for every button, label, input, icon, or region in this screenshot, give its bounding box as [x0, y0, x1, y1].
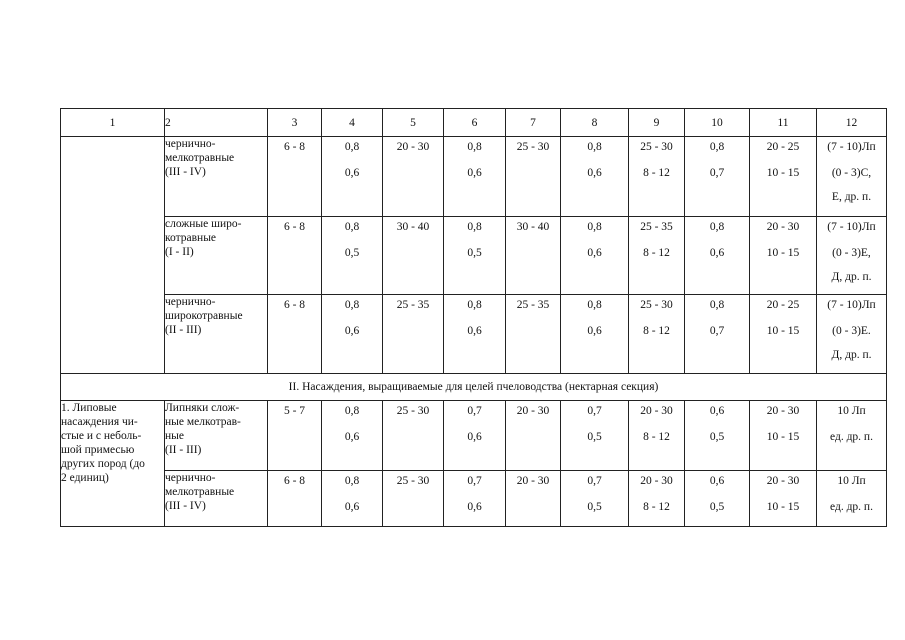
- value-cell-c5: [383, 401, 444, 471]
- cell-text: 0,6: [587, 325, 602, 337]
- cell-text: (7 - 10)Лп: [827, 221, 876, 233]
- value-cell-c8: [561, 295, 629, 374]
- value-cell-c4: [322, 471, 383, 527]
- value-cell-c12: [817, 137, 887, 217]
- value-cell-c7: [506, 401, 561, 471]
- cell-text: 20 - 30: [396, 141, 430, 153]
- value-cell-c7: [506, 217, 561, 295]
- cell-text: 0,6: [467, 325, 482, 337]
- cell-text: 20 - 30: [766, 405, 800, 417]
- column-header-5: 5: [383, 109, 444, 137]
- section-row: [61, 374, 887, 401]
- cell-text: других пород (до: [61, 458, 145, 470]
- cell-text: 25 - 35: [640, 221, 673, 233]
- cell-text: 0,8: [587, 299, 602, 311]
- cell-text: 25 - 30: [640, 299, 673, 311]
- cell-text: чернично-: [165, 472, 216, 484]
- cell-text: 0,8: [709, 299, 725, 311]
- cell-text: 0,6: [709, 247, 725, 259]
- value-cell-c8: [561, 217, 629, 295]
- column-header-4: 4: [322, 109, 383, 137]
- value-cell-c3: [268, 217, 322, 295]
- cell-text: (0 - 3)Е.: [832, 325, 871, 337]
- column-header-8: 8: [561, 109, 629, 137]
- cell-text: 10 - 15: [766, 247, 800, 259]
- value-cell-c8: [561, 137, 629, 217]
- cell-text: 0,6: [587, 167, 602, 179]
- cell-text: 0,6: [344, 501, 360, 513]
- cell-text: 30 - 40: [396, 221, 430, 233]
- value-cell-c3: [268, 401, 322, 471]
- type-cell: [165, 401, 268, 471]
- value-cell-c11: [750, 401, 817, 471]
- cell-text: 10 - 15: [766, 501, 800, 513]
- column-header-11: 11: [750, 109, 817, 137]
- cell-text: 25 - 35: [396, 299, 430, 311]
- type-cell: [165, 217, 268, 295]
- cell-text: 0,7: [587, 475, 602, 487]
- value-cell-c9: [629, 295, 685, 374]
- value-cell-c5: [383, 137, 444, 217]
- cell-text: 10 Лп: [837, 405, 866, 417]
- value-cell-c10: [685, 295, 750, 374]
- column-header-6: 6: [444, 109, 506, 137]
- cell-text: 0,8: [344, 405, 360, 417]
- value-cell-c5: [383, 217, 444, 295]
- cell-text: (0 - 3)С,: [831, 167, 872, 179]
- cell-text: чернично-: [165, 296, 216, 308]
- value-cell-c7: [506, 295, 561, 374]
- cell-text: 10 - 15: [766, 431, 800, 443]
- cell-text: Липняки слож-: [165, 402, 240, 414]
- cell-text: ные мелкотрав-: [165, 416, 241, 428]
- cell-text: 0,6: [344, 325, 360, 337]
- cell-text: 8 - 12: [643, 167, 670, 179]
- cell-text: (III - IV): [165, 500, 206, 512]
- cell-text: 6 - 8: [283, 141, 306, 153]
- cell-text: 25 - 30: [396, 405, 430, 417]
- group-label-cell: [61, 401, 165, 527]
- forest-stand-table: [60, 108, 887, 527]
- value-cell-c6: [444, 401, 506, 471]
- value-cell-c4: [322, 137, 383, 217]
- cell-text: 20 - 30: [640, 475, 673, 487]
- cell-text: 0,8: [467, 221, 482, 233]
- value-cell-c9: [629, 137, 685, 217]
- value-cell-c3: [268, 295, 322, 374]
- cell-text: 0,5: [709, 501, 725, 513]
- cell-text: сложные широ-: [165, 218, 242, 230]
- cell-text: 20 - 30: [640, 405, 673, 417]
- cell-text: 25 - 35: [516, 299, 550, 311]
- cell-text: 8 - 12: [643, 431, 670, 443]
- value-cell-c12: [817, 295, 887, 374]
- cell-text: 0,5: [587, 501, 602, 513]
- cell-text: 20 - 30: [516, 405, 550, 417]
- cell-text: 20 - 30: [766, 475, 800, 487]
- cell-text: 6 - 8: [283, 221, 306, 233]
- cell-text: 5 - 7: [283, 405, 306, 417]
- cell-text: 10 - 15: [766, 167, 800, 179]
- column-header-2: 2: [165, 109, 268, 137]
- cell-text: 0,7: [587, 405, 602, 417]
- value-cell-c12: [817, 401, 887, 471]
- cell-text: 0,6: [344, 167, 360, 179]
- cell-text: 0,8: [587, 141, 602, 153]
- cell-text: 30 - 40: [516, 221, 550, 233]
- table-row: [61, 295, 887, 374]
- cell-text: шой примесью: [61, 444, 135, 456]
- group-label-cell: [61, 137, 165, 374]
- cell-text: 0,8: [587, 221, 602, 233]
- cell-text: 20 - 30: [766, 221, 800, 233]
- cell-text: широкотравные: [165, 310, 243, 322]
- header-row: [61, 109, 887, 137]
- cell-text: (II - III): [165, 324, 202, 336]
- column-header-10: 10: [685, 109, 750, 137]
- value-cell-c7: [506, 471, 561, 527]
- cell-text: стые и с неболь-: [61, 430, 142, 442]
- cell-text: 6 - 8: [283, 299, 306, 311]
- cell-text: 0,5: [709, 431, 725, 443]
- value-cell-c3: [268, 471, 322, 527]
- cell-text: 0,7: [467, 475, 482, 487]
- cell-text: (III - IV): [165, 166, 206, 178]
- value-cell-c8: [561, 471, 629, 527]
- cell-text: насаждения чи-: [61, 416, 138, 428]
- cell-text: ед. др. п.: [830, 431, 873, 443]
- cell-text: 10 - 15: [766, 325, 800, 337]
- cell-text: 0,7: [709, 325, 725, 337]
- type-cell: [165, 137, 268, 217]
- cell-text: 20 - 30: [516, 475, 550, 487]
- cell-text: 2 единиц): [61, 472, 109, 484]
- cell-text: 0,6: [467, 501, 482, 513]
- column-header-9: 9: [629, 109, 685, 137]
- table-row: [61, 471, 887, 527]
- cell-text: Д, др. п.: [831, 271, 872, 283]
- value-cell-c7: [506, 137, 561, 217]
- value-cell-c6: [444, 295, 506, 374]
- cell-text: 0,5: [587, 431, 602, 443]
- cell-text: 25 - 30: [640, 141, 673, 153]
- value-cell-c8: [561, 401, 629, 471]
- value-cell-c3: [268, 137, 322, 217]
- cell-text: 0,8: [344, 475, 360, 487]
- cell-text: 0,8: [344, 221, 360, 233]
- cell-text: котравные: [165, 232, 217, 244]
- value-cell-c9: [629, 471, 685, 527]
- type-cell: [165, 471, 268, 527]
- cell-text: (7 - 10)Лп: [827, 299, 876, 311]
- cell-text: 6 - 8: [283, 475, 306, 487]
- value-cell-c12: [817, 217, 887, 295]
- cell-text: (I - II): [165, 246, 194, 258]
- cell-text: 0,8: [709, 141, 725, 153]
- value-cell-c4: [322, 401, 383, 471]
- cell-text: 8 - 12: [643, 501, 670, 513]
- cell-text: 0,6: [344, 431, 360, 443]
- cell-text: (II - III): [165, 444, 202, 456]
- section-title: II. Насаждения, выращиваемые для целей пчеловодства (нектарная секция): [61, 374, 887, 401]
- value-cell-c10: [685, 471, 750, 527]
- cell-text: 0,5: [467, 247, 482, 259]
- cell-text: ед. др. п.: [830, 501, 873, 513]
- cell-text: 0,6: [587, 247, 602, 259]
- cell-text: 0,8: [467, 299, 482, 311]
- value-cell-c9: [629, 217, 685, 295]
- cell-text: (7 - 10)Лп: [827, 141, 876, 153]
- cell-text: 25 - 30: [516, 141, 550, 153]
- column-header-3: 3: [268, 109, 322, 137]
- value-cell-c9: [629, 401, 685, 471]
- cell-text: 0,5: [344, 247, 360, 259]
- cell-text: мелкотравные: [165, 152, 235, 164]
- cell-text: 8 - 12: [643, 325, 670, 337]
- cell-text: 0,7: [467, 405, 482, 417]
- table-row: [61, 137, 887, 217]
- value-cell-c12: [817, 471, 887, 527]
- value-cell-c11: [750, 217, 817, 295]
- table-row: [61, 401, 887, 471]
- column-header-1: 1: [61, 109, 165, 137]
- cell-text: мелкотравные: [165, 486, 235, 498]
- table-row: [61, 217, 887, 295]
- cell-text: 25 - 30: [396, 475, 430, 487]
- cell-text: 20 - 25: [766, 141, 800, 153]
- value-cell-c10: [685, 401, 750, 471]
- cell-text: 0,6: [709, 475, 725, 487]
- value-cell-c4: [322, 295, 383, 374]
- cell-text: Е, др. п.: [831, 191, 872, 203]
- cell-text: (0 - 3)Е,: [832, 247, 871, 259]
- cell-text: 0,6: [467, 431, 482, 443]
- cell-text: 0,8: [467, 141, 482, 153]
- cell-text: 20 - 25: [766, 299, 800, 311]
- value-cell-c11: [750, 471, 817, 527]
- cell-text: 0,8: [344, 141, 360, 153]
- cell-text: 0,8: [709, 221, 725, 233]
- column-header-12: 12: [817, 109, 887, 137]
- value-cell-c6: [444, 217, 506, 295]
- value-cell-c11: [750, 295, 817, 374]
- value-cell-c5: [383, 295, 444, 374]
- value-cell-c5: [383, 471, 444, 527]
- type-cell: [165, 295, 268, 374]
- value-cell-c10: [685, 217, 750, 295]
- cell-text: ные: [165, 430, 184, 442]
- cell-text: 10 Лп: [837, 475, 866, 487]
- cell-text: чернично-: [165, 138, 216, 150]
- value-cell-c11: [750, 137, 817, 217]
- cell-text: 1. Липовые: [61, 402, 117, 414]
- cell-text: 0,7: [709, 167, 725, 179]
- column-header-7: 7: [506, 109, 561, 137]
- cell-text: 0,6: [709, 405, 725, 417]
- value-cell-c6: [444, 471, 506, 527]
- cell-text: 8 - 12: [643, 247, 670, 259]
- cell-text: Д, др. п.: [831, 349, 872, 361]
- cell-text: 0,6: [467, 167, 482, 179]
- value-cell-c6: [444, 137, 506, 217]
- value-cell-c10: [685, 137, 750, 217]
- value-cell-c4: [322, 217, 383, 295]
- cell-text: 0,8: [344, 299, 360, 311]
